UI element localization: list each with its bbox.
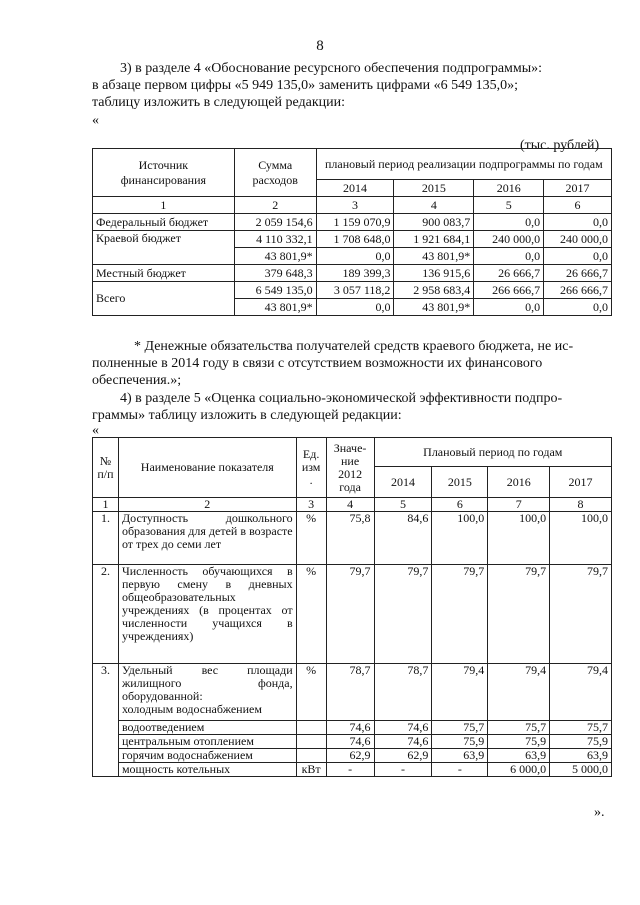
cell: 74,6 bbox=[374, 735, 432, 749]
cell: - bbox=[432, 763, 488, 777]
unit-note: (тыс. рублей) bbox=[520, 138, 600, 153]
column-number: 4 bbox=[394, 197, 474, 214]
cell: 0,0 bbox=[544, 248, 612, 265]
cell: 2 958 683,4 bbox=[394, 282, 474, 299]
table-row bbox=[93, 214, 612, 231]
cell: 63,9 bbox=[488, 749, 550, 763]
column-number: 2 bbox=[118, 498, 296, 512]
header-period: плановый период реализации подпрограммы по годам bbox=[316, 149, 611, 180]
header-num: № п/п bbox=[93, 438, 119, 498]
unit-cell: % bbox=[296, 664, 326, 721]
cell: 26 666,7 bbox=[474, 265, 544, 282]
cell: 1 708 648,0 bbox=[316, 231, 394, 248]
column-number: 5 bbox=[474, 197, 544, 214]
cell: 74,6 bbox=[374, 721, 432, 735]
header-period: Плановый период по годам bbox=[374, 438, 611, 467]
column-number: 6 bbox=[432, 498, 488, 512]
table-row bbox=[93, 282, 612, 299]
header-year: 2016 bbox=[488, 467, 550, 498]
section5-line-2: граммы» таблицу изложить в следующей редакции: bbox=[92, 408, 402, 423]
cell: 136 915,6 bbox=[394, 265, 474, 282]
header-year: 2015 bbox=[432, 467, 488, 498]
section5-line-1: 4) в разделе 5 «Оценка социально-экономической эффективности подпро- bbox=[120, 391, 563, 406]
cell: 75,7 bbox=[432, 721, 488, 735]
column-number: 1 bbox=[93, 197, 235, 214]
cell: 1 159 070,9 bbox=[316, 214, 394, 231]
footnote-line-2: полненные в 2014 году в связи с отсутствием возможности их финансового bbox=[92, 356, 543, 371]
cell: 379 648,3 bbox=[234, 265, 316, 282]
unit-cell: кВт bbox=[296, 763, 326, 777]
column-number: 7 bbox=[488, 498, 550, 512]
cell: 6 000,0 bbox=[488, 763, 550, 777]
header-year: 2017 bbox=[550, 467, 612, 498]
row-label-regional: Краевой бюджет bbox=[93, 231, 235, 265]
footnote-line-1: * Денежные обязательства получателей средств краевого бюджета, не ис- bbox=[134, 339, 574, 354]
cell: 43 801,9* bbox=[394, 248, 474, 265]
table-row bbox=[93, 763, 612, 777]
page-number: 8 bbox=[316, 38, 324, 54]
unit-cell bbox=[296, 749, 326, 763]
column-number: 4 bbox=[326, 498, 374, 512]
cell: 266 666,7 bbox=[544, 282, 612, 299]
quote-open-1: « bbox=[92, 113, 99, 128]
header-year: 2014 bbox=[374, 467, 432, 498]
column-number: 1 bbox=[93, 498, 119, 512]
cell: 4 110 332,1 bbox=[234, 231, 316, 248]
table-row bbox=[93, 721, 612, 735]
cell: 78,7 bbox=[326, 664, 374, 721]
column-number: 3 bbox=[316, 197, 394, 214]
table-row bbox=[93, 265, 612, 282]
cell: 63,9 bbox=[550, 749, 612, 763]
indicator-name-main: Удельный вес площади жилищного фонда, оборудованной: bbox=[121, 663, 293, 703]
cell: 26 666,7 bbox=[544, 265, 612, 282]
cell: 1 921 684,1 bbox=[394, 231, 474, 248]
column-number: 2 bbox=[234, 197, 316, 214]
indicator-sub: центральным отоплением bbox=[118, 735, 296, 749]
table-row bbox=[93, 749, 612, 763]
column-number: 8 bbox=[550, 498, 612, 512]
closing-quote: ». bbox=[594, 805, 605, 820]
cell: 43 801,9* bbox=[234, 299, 316, 316]
cell: 75,8 bbox=[326, 512, 374, 565]
unit-cell bbox=[296, 721, 326, 735]
unit-cell bbox=[296, 735, 326, 749]
row-label-local: Местный бюджет bbox=[93, 265, 235, 282]
cell: 79,7 bbox=[488, 565, 550, 664]
row-label-total: Всего bbox=[93, 282, 235, 316]
table-row bbox=[93, 664, 612, 721]
cell: 75,7 bbox=[488, 721, 550, 735]
row-number: 3. bbox=[93, 664, 119, 777]
cell: 43 801,9* bbox=[234, 248, 316, 265]
indicator-sub: водоотведением bbox=[118, 721, 296, 735]
cell: 78,7 bbox=[374, 664, 432, 721]
cell: 6 549 135,0 bbox=[234, 282, 316, 299]
cell: 0,0 bbox=[544, 214, 612, 231]
cell: 75,9 bbox=[488, 735, 550, 749]
cell: 240 000,0 bbox=[544, 231, 612, 248]
column-number: 5 bbox=[374, 498, 432, 512]
header-year: 2015 bbox=[394, 180, 474, 197]
cell: 79,4 bbox=[432, 664, 488, 721]
header-sum: Сумма расходов bbox=[234, 149, 316, 197]
cell: 43 801,9* bbox=[394, 299, 474, 316]
cell: 0,0 bbox=[474, 248, 544, 265]
intro-line-3: таблицу изложить в следующей редакции: bbox=[92, 95, 346, 110]
cell: 189 399,3 bbox=[316, 265, 394, 282]
header-name: Наименование показателя bbox=[118, 438, 296, 498]
indicator-name: Доступность дошкольного образования для детей в возрасте от трех до семи лет bbox=[118, 512, 296, 565]
table-row bbox=[93, 512, 612, 565]
footnote-line-3: обеспечения.»; bbox=[92, 373, 182, 388]
header-source: Источник финансирования bbox=[93, 149, 235, 197]
cell: 2 059 154,6 bbox=[234, 214, 316, 231]
footnote bbox=[92, 338, 612, 389]
cell: 74,6 bbox=[326, 721, 374, 735]
cell: 79,7 bbox=[550, 565, 612, 664]
intro-paragraph bbox=[92, 60, 612, 111]
indicator-sub-cold-water: холодным водоснабжением bbox=[121, 702, 262, 716]
cell: 0,0 bbox=[474, 214, 544, 231]
cell: 62,9 bbox=[326, 749, 374, 763]
cell: 0,0 bbox=[316, 248, 394, 265]
cell: 75,9 bbox=[432, 735, 488, 749]
cell: 62,9 bbox=[374, 749, 432, 763]
funding-table bbox=[92, 148, 612, 316]
header-value-2012: Значе-ние 2012 года bbox=[326, 438, 374, 498]
cell: 79,7 bbox=[374, 565, 432, 664]
column-number: 3 bbox=[296, 498, 326, 512]
cell: 100,0 bbox=[488, 512, 550, 565]
indicator-sub: горячим водоснабжением bbox=[118, 749, 296, 763]
cell: 79,4 bbox=[488, 664, 550, 721]
cell: 79,7 bbox=[432, 565, 488, 664]
cell: 75,9 bbox=[550, 735, 612, 749]
cell: 240 000,0 bbox=[474, 231, 544, 248]
cell: 79,4 bbox=[550, 664, 612, 721]
cell: 3 057 118,2 bbox=[316, 282, 394, 299]
table-row bbox=[93, 735, 612, 749]
intro-line-2: в абзаце первом цифры «5 949 135,0» заменить цифрами «6 549 135,0»; bbox=[92, 78, 518, 93]
cell: 100,0 bbox=[550, 512, 612, 565]
intro-line-1: 3) в разделе 4 «Обоснование ресурсного обеспечения подпрограммы»: bbox=[120, 61, 543, 76]
table-row bbox=[93, 231, 612, 248]
header-unit: Ед. изм . bbox=[296, 438, 326, 498]
cell: 266 666,7 bbox=[474, 282, 544, 299]
header-year: 2017 bbox=[544, 180, 612, 197]
cell: 75,7 bbox=[550, 721, 612, 735]
cell: 0,0 bbox=[316, 299, 394, 316]
indicators-table bbox=[92, 437, 612, 777]
cell: 900 083,7 bbox=[394, 214, 474, 231]
section5-paragraph bbox=[92, 390, 612, 424]
indicator-sub: мощность котельных bbox=[118, 763, 296, 777]
cell: 5 000,0 bbox=[550, 763, 612, 777]
unit-cell: % bbox=[296, 565, 326, 664]
table-row bbox=[93, 565, 612, 664]
unit-cell: % bbox=[296, 512, 326, 565]
cell: 79,7 bbox=[326, 565, 374, 664]
indicator-name: Численность обучающихся в первую смену в дневных общеобразовательных учреждениях (в процентах от численности учащихся в учреждениях) bbox=[118, 565, 296, 664]
quote-open-2: « bbox=[92, 423, 99, 438]
row-number: 2. bbox=[93, 565, 119, 664]
cell: 74,6 bbox=[326, 735, 374, 749]
indicator-name bbox=[118, 664, 296, 721]
cell: - bbox=[326, 763, 374, 777]
cell: 0,0 bbox=[474, 299, 544, 316]
cell: 84,6 bbox=[374, 512, 432, 565]
row-number: 1. bbox=[93, 512, 119, 565]
cell: 63,9 bbox=[432, 749, 488, 763]
cell: 100,0 bbox=[432, 512, 488, 565]
header-year: 2014 bbox=[316, 180, 394, 197]
header-year: 2016 bbox=[474, 180, 544, 197]
column-number: 6 bbox=[544, 197, 612, 214]
row-label-federal: Федеральный бюджет bbox=[93, 214, 235, 231]
cell: - bbox=[374, 763, 432, 777]
cell: 0,0 bbox=[544, 299, 612, 316]
